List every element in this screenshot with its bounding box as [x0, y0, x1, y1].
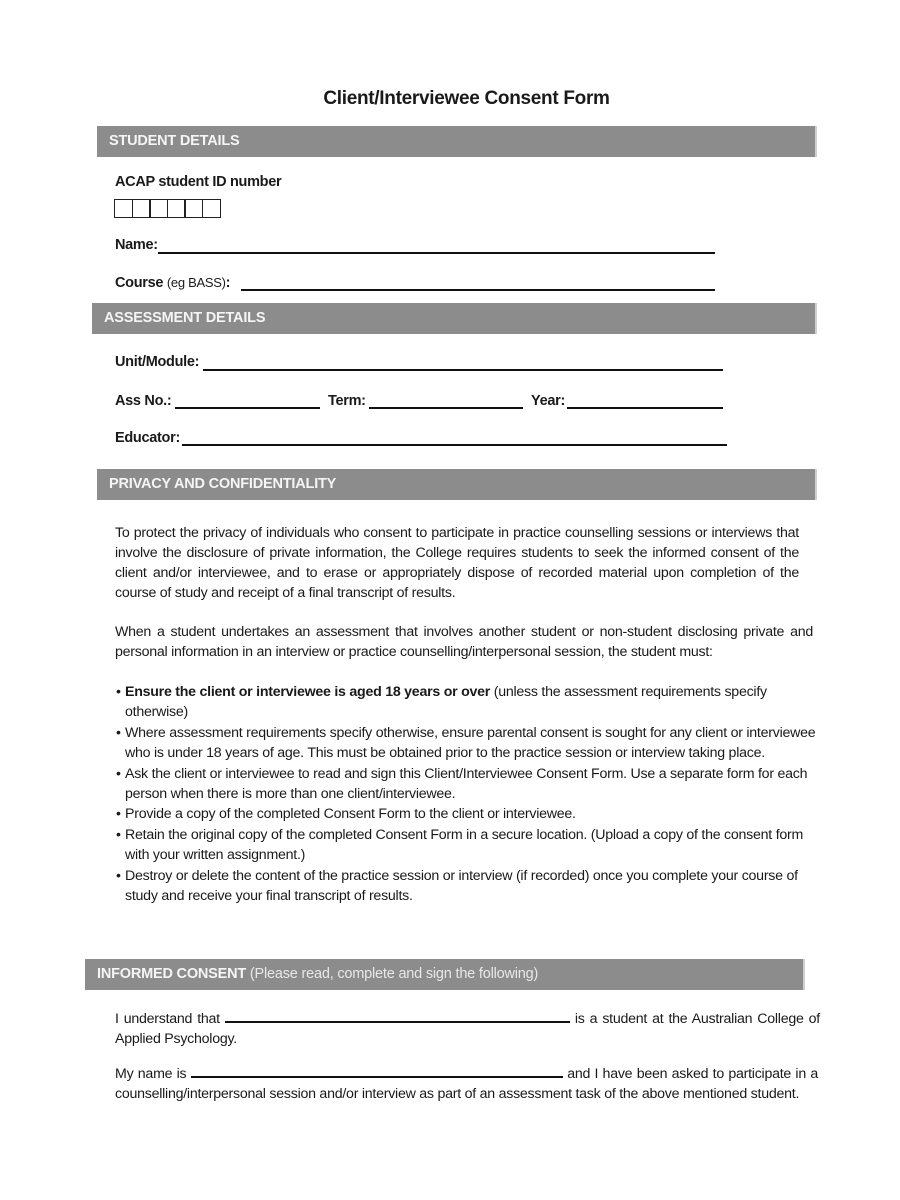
privacy-paragraph-1: To protect the privacy of individuals who consent to participate in practice counselling sessions or interviews that involve the disclosure of private information, the College requires students to seek the informed consent of the client and/or interviewee, and to erase or appropriately dispose of recorded material upon completion of the course of study and receipt of a final transcript of results.	[115, 525, 799, 601]
participant-name-field[interactable]	[191, 1064, 563, 1078]
section-header-privacy	[97, 469, 817, 500]
student-id-digit-box[interactable]	[184, 199, 203, 218]
name-field[interactable]	[158, 252, 715, 254]
section-header-assessment-details	[92, 303, 817, 334]
list-item-text: Provide a copy of the completed Consent Form to the client or interviewee.	[125, 806, 576, 823]
course-colon: :	[225, 275, 231, 291]
section-title: INFORMED CONSENT	[97, 966, 247, 982]
statement-suffix: is a student at the Australian College of Applied Psychology.	[115, 1011, 820, 1047]
list-item-text: (unless the assessment requirements specify otherwise)	[125, 684, 767, 721]
student-id-digit-box[interactable]	[132, 199, 151, 218]
name-label: Name:	[115, 237, 158, 253]
student-id-digit-box[interactable]	[167, 199, 186, 218]
list-item	[116, 682, 816, 723]
educator-label: Educator:	[115, 430, 180, 446]
list-item-text: Ask the client or interviewee to read and sign this Client/Interviewee Consent Form. Use a separate form for each person when there is more than one client/interviewee.	[125, 765, 808, 803]
privacy-paragraph-2: When a student undertakes an assessment that involves another student or non-student disclosing private and personal information in an interview or practice counselling/interpersonal session, the student must:	[115, 624, 813, 660]
student-id-digit-box[interactable]	[114, 199, 133, 218]
course-field[interactable]	[241, 289, 715, 291]
section-header-student-details	[97, 126, 817, 157]
section-title: STUDENT DETAILS	[109, 133, 240, 149]
section-title: PRIVACY AND CONFIDENTIALITY	[109, 476, 337, 492]
course-label-text: Course	[115, 275, 164, 291]
form-title: Client/Interviewee Consent Form	[323, 88, 610, 109]
section-note: (Please read, complete and sign the following)	[249, 966, 539, 982]
unit-module-field[interactable]	[203, 369, 723, 371]
course-hint: (eg BASS)	[166, 275, 226, 290]
section-title: ASSESSMENT DETAILS	[104, 310, 266, 326]
student-id-digit-box[interactable]	[149, 199, 168, 218]
list-item	[116, 804, 816, 824]
student-obligations-list	[116, 682, 816, 906]
year-label: Year:	[531, 393, 565, 409]
list-item	[116, 825, 816, 866]
list-item-text: Where assessment requirements specify otherwise, ensure parental consent is sought for any client or interviewee who is under 18 years of age. This must be obtained prior to the practice session or interview taking place.	[125, 724, 816, 762]
list-item-text: Destroy or delete the content of the practice session or interview (if recorded) once you complete your course of study and receive your final transcript of results.	[125, 867, 798, 905]
course-label	[115, 275, 230, 291]
term-field[interactable]	[369, 407, 523, 409]
term-label: Term:	[328, 393, 366, 409]
list-item	[116, 764, 816, 805]
student-id-digit-box[interactable]	[202, 199, 221, 218]
student-id-label: ACAP student ID number	[115, 174, 282, 190]
list-item	[116, 866, 816, 907]
statement-prefix: I understand that	[115, 1011, 220, 1027]
consent-statement-student	[115, 1009, 820, 1049]
student-name-field[interactable]	[225, 1009, 570, 1023]
list-item	[116, 723, 816, 764]
unit-module-label: Unit/Module:	[115, 354, 200, 370]
ass-no-label: Ass No.:	[115, 393, 172, 409]
educator-field[interactable]	[182, 444, 727, 446]
student-id-boxes[interactable]	[114, 199, 221, 218]
statement-suffix: and I have been asked to participate in a counselling/interpersonal session and/or interview as part of an assessment task of the above mentioned student.	[115, 1066, 818, 1102]
list-item-text: Retain the original copy of the completed Consent Form in a secure location. (Upload a copy of the consent form with your written assignment.)	[125, 826, 804, 864]
ass-no-field[interactable]	[175, 407, 320, 409]
section-header-informed-consent	[85, 959, 805, 990]
consent-statement-participant	[115, 1064, 818, 1104]
list-item-bold: Ensure the client or interviewee is aged 18 years or over	[125, 684, 491, 700]
statement-prefix: My name is	[115, 1066, 187, 1082]
year-field[interactable]	[567, 407, 723, 409]
